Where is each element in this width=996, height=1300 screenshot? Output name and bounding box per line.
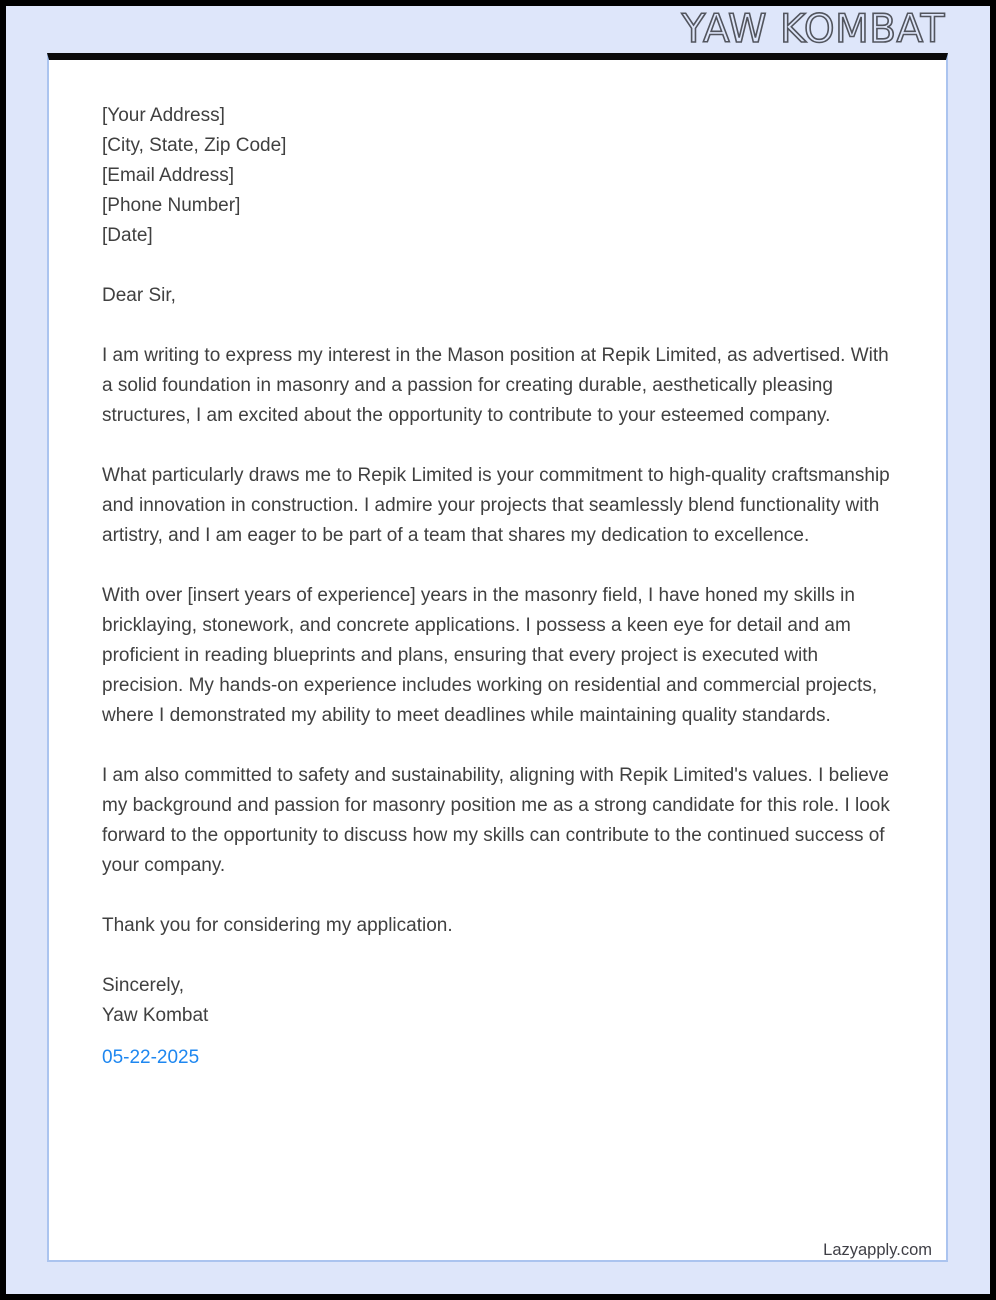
address-placeholder-line: [Your Address]	[102, 105, 225, 126]
closing-block	[102, 971, 891, 1031]
address-placeholder-line: [Phone Number]	[102, 195, 241, 216]
letter-content	[49, 60, 946, 1073]
applicant-name-header: YAW KOMBAT	[681, 7, 945, 52]
signature-name: Yaw Kombat	[102, 1005, 209, 1026]
letter-paragraph: What particularly draws me to Repik Limited is your commitment to high-quality craftsmanship and innovation in construction. I admire your projects that seamlessly blend functionality with artistry, and I am eager to be part of a team that shares my dedication to excellence.	[102, 465, 890, 546]
letter-paragraph: With over [insert years of experience] years in the masonry field, I have honed my skills in bricklaying, stonework, and concrete applications. I possess a keen eye for detail and am proficient in reading blueprints and plans, ensuring that every project is executed with precision. My hands-on experience includes working on residential and commercial projects, where I demonstrated my ability to meet deadlines while maintaining quality standards.	[102, 585, 878, 726]
letter-paragraph: I am also committed to safety and sustainability, aligning with Repik Limited's values. I believe my background and passion for masonry position me as a strong candidate for this role. I look forward to the opportunity to discuss how my skills can contribute to the continued success of your company.	[102, 765, 890, 876]
address-placeholder-line: [Date]	[102, 225, 153, 246]
salutation: Dear Sir,	[102, 285, 176, 306]
lazyapply-watermark: Lazyapply.com	[823, 1241, 932, 1259]
letter-paragraph: I am writing to express my interest in the Mason position at Repik Limited, as advertised. With a solid foundation in masonry and a passion for creating durable, aesthetically pleasing structures, I am excited about the opportunity to contribute to your esteemed company.	[102, 345, 889, 426]
cover-letter-document	[47, 53, 948, 1262]
header-band	[6, 6, 990, 53]
closing-line: Sincerely,	[102, 975, 185, 996]
thanks-line: Thank you for considering my application.	[102, 915, 453, 936]
address-placeholder-line: [Email Address]	[102, 165, 234, 186]
address-placeholder-line: [City, State, Zip Code]	[102, 135, 287, 156]
address-block	[102, 101, 891, 251]
letter-date-link[interactable]: 05-22-2025	[102, 1047, 200, 1068]
